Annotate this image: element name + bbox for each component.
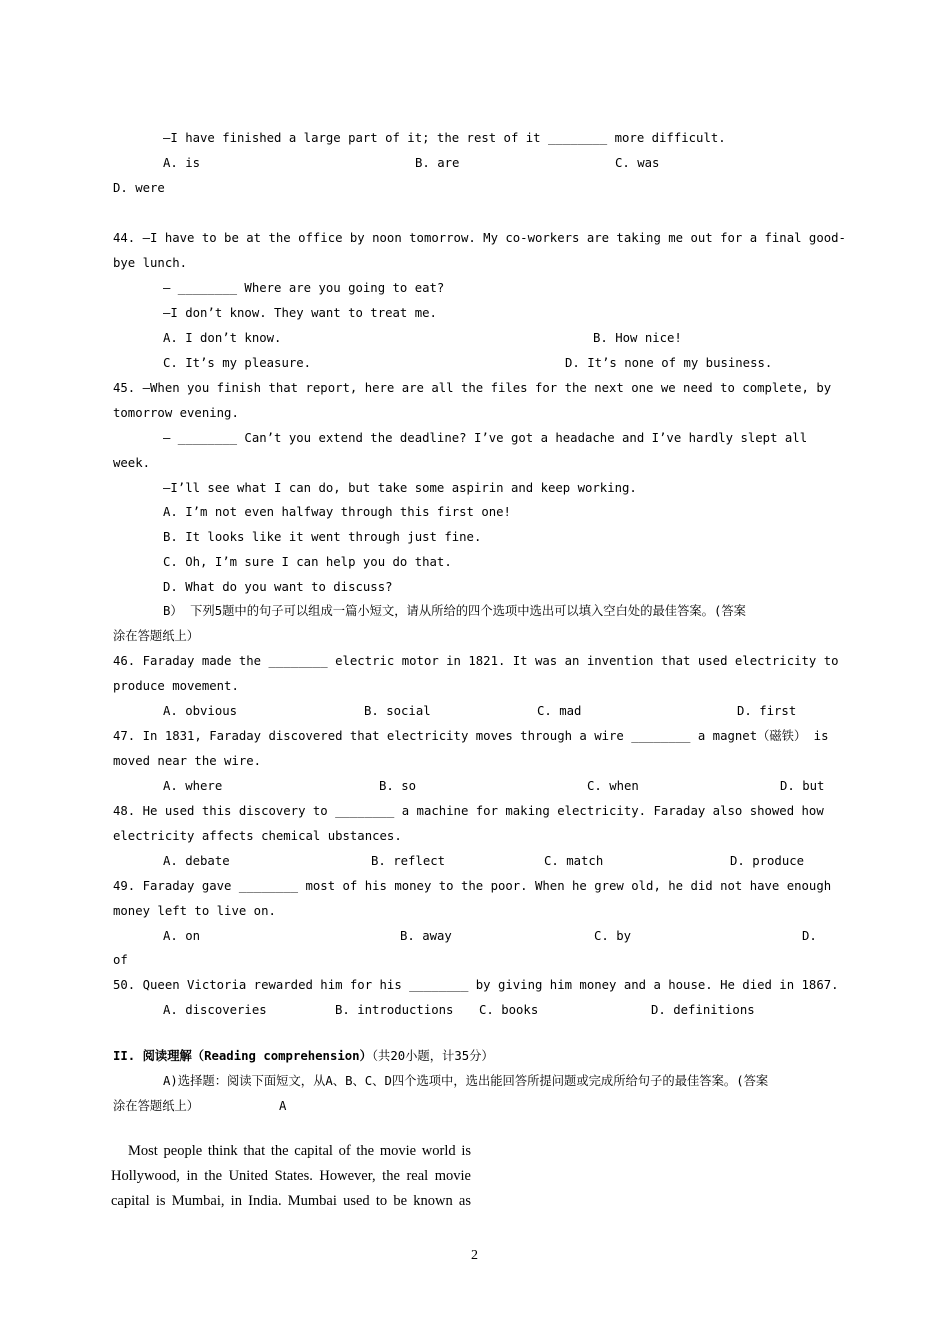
- q45-dialogue-1-wrap: week.: [113, 456, 151, 470]
- q49-option-d: D.: [802, 929, 817, 943]
- q47-option-b: B. so: [379, 779, 417, 793]
- q48-option-d: D. produce: [730, 854, 805, 868]
- q44-option-b: B. How nice!: [593, 331, 682, 345]
- q50-option-c: C. books: [479, 1003, 539, 1017]
- q46-option-c: C. mad: [537, 704, 582, 718]
- section-ii-heading: II. 阅读理解（Reading comprehension）: [113, 1049, 372, 1063]
- q47-option-c: C. when: [587, 779, 639, 793]
- q50-stem: 50. Queen Victoria rewarded him for his ________ by giving him money and a house. He died in 1867.: [113, 978, 839, 992]
- q45-stem-line2: tomorrow evening.: [113, 406, 239, 420]
- q43-option-b: B. are: [415, 156, 460, 170]
- section-ii-heading-row: [113, 1048, 494, 1064]
- q45-stem-line1: 45. —When you finish that report, here are all the files for the next one we need to complete, by: [113, 381, 832, 395]
- q46-stem-line2: produce movement.: [113, 679, 239, 693]
- q49-option-c: C. by: [594, 929, 632, 943]
- q46-option-d: D. first: [737, 704, 797, 718]
- q44-option-a: A. I don’t know.: [163, 331, 282, 345]
- q45-dialogue-1: — ________ Can’t you extend the deadline? I’ve got a headache and I’ve hardly slept all: [163, 431, 808, 445]
- q49-stem-line2: money left to live on.: [113, 904, 276, 918]
- q43-option-d: D. were: [113, 181, 165, 195]
- passage-line-3: capital is Mumbai, in India. Mumbai used to be known as: [111, 1193, 471, 1209]
- passage-line-2: Hollywood, in the United States. However, the real movie: [111, 1168, 471, 1184]
- q48-option-a: A. debate: [163, 854, 230, 868]
- q44-stem-line2: bye lunch.: [113, 256, 188, 270]
- q49-option-d-text: of: [113, 953, 128, 967]
- q46-option-b: B. social: [364, 704, 431, 718]
- q45-option-a: A. I’m not even halfway through this first one!: [163, 505, 511, 519]
- q45-option-c: C. Oh, I’m sure I can help you do that.: [163, 555, 452, 569]
- passage-line-1: Most people think that the capital of the movie world is: [128, 1143, 471, 1159]
- q44-option-d: D. It’s none of my business.: [565, 356, 773, 370]
- passage-label: A: [279, 1099, 287, 1113]
- q46-option-a: A. obvious: [163, 704, 238, 718]
- q46-stem-line1: 46. Faraday made the ________ electric motor in 1821. It was an invention that used electricity to: [113, 654, 839, 668]
- q45-option-b: B. It looks like it went through just fine.: [163, 530, 482, 544]
- q47-stem-line1: 47. In 1831, Faraday discovered that electricity moves through a wire ________ a magnet（磁铁） is: [113, 729, 829, 743]
- q44-dialogue-1: — ________ Where are you going to eat?: [163, 281, 445, 295]
- q48-option-b: B. reflect: [371, 854, 446, 868]
- section-ii-instruction-line1: A)选择题：阅读下面短文，从A、B、C、D四个选项中，选出能回答所提问题或完成所给句子的最佳答案。(答案: [163, 1074, 769, 1088]
- q48-stem-line2: electricity affects chemical ubstances.: [113, 829, 402, 843]
- q43-option-c: C. was: [615, 156, 660, 170]
- q45-option-d: D. What do you want to discuss?: [163, 580, 393, 594]
- q47-option-a: A. where: [163, 779, 223, 793]
- q45-dialogue-2: —I’ll see what I can do, but take some aspirin and keep working.: [163, 481, 637, 495]
- q49-option-a: A. on: [163, 929, 201, 943]
- q47-stem-line2: moved near the wire.: [113, 754, 262, 768]
- section-b-instruction-line1: B） 下列5题中的句子可以组成一篇小短文，请从所给的四个选项中选出可以填入空白处的最佳答案。(答案: [163, 604, 746, 618]
- page-number: 2: [471, 1248, 478, 1263]
- q44-dialogue-2: —I don’t know. They want to treat me.: [163, 306, 437, 320]
- q43-option-a: A. is: [163, 156, 201, 170]
- q49-option-b: B. away: [400, 929, 452, 943]
- section-ii-instruction-line2: 涂在答题纸上）: [113, 1099, 200, 1113]
- q50-option-a: A. discoveries: [163, 1003, 267, 1017]
- q49-stem-line1: 49. Faraday gave ________ most of his money to the poor. When he grew old, he did not have enough: [113, 879, 832, 893]
- q48-option-c: C. match: [544, 854, 604, 868]
- section-ii-score-note: （共20小题，计35分）: [371, 1049, 494, 1063]
- q43-stem: —I have finished a large part of it; the rest of it ________ more difficult.: [163, 131, 726, 145]
- q50-option-d: D. definitions: [651, 1003, 755, 1017]
- q44-option-c: C. It’s my pleasure.: [163, 356, 312, 370]
- q44-stem-line1: 44. —I have to be at the office by noon tomorrow. My co-workers are taking me out for a final good-: [113, 231, 846, 245]
- q47-option-d: D. but: [780, 779, 825, 793]
- q48-stem-line1: 48. He used this discovery to ________ a machine for making electricity. Faraday also showed how: [113, 804, 824, 818]
- section-b-instruction-line2: 涂在答题纸上）: [113, 629, 200, 643]
- q50-option-b: B. introductions: [335, 1003, 454, 1017]
